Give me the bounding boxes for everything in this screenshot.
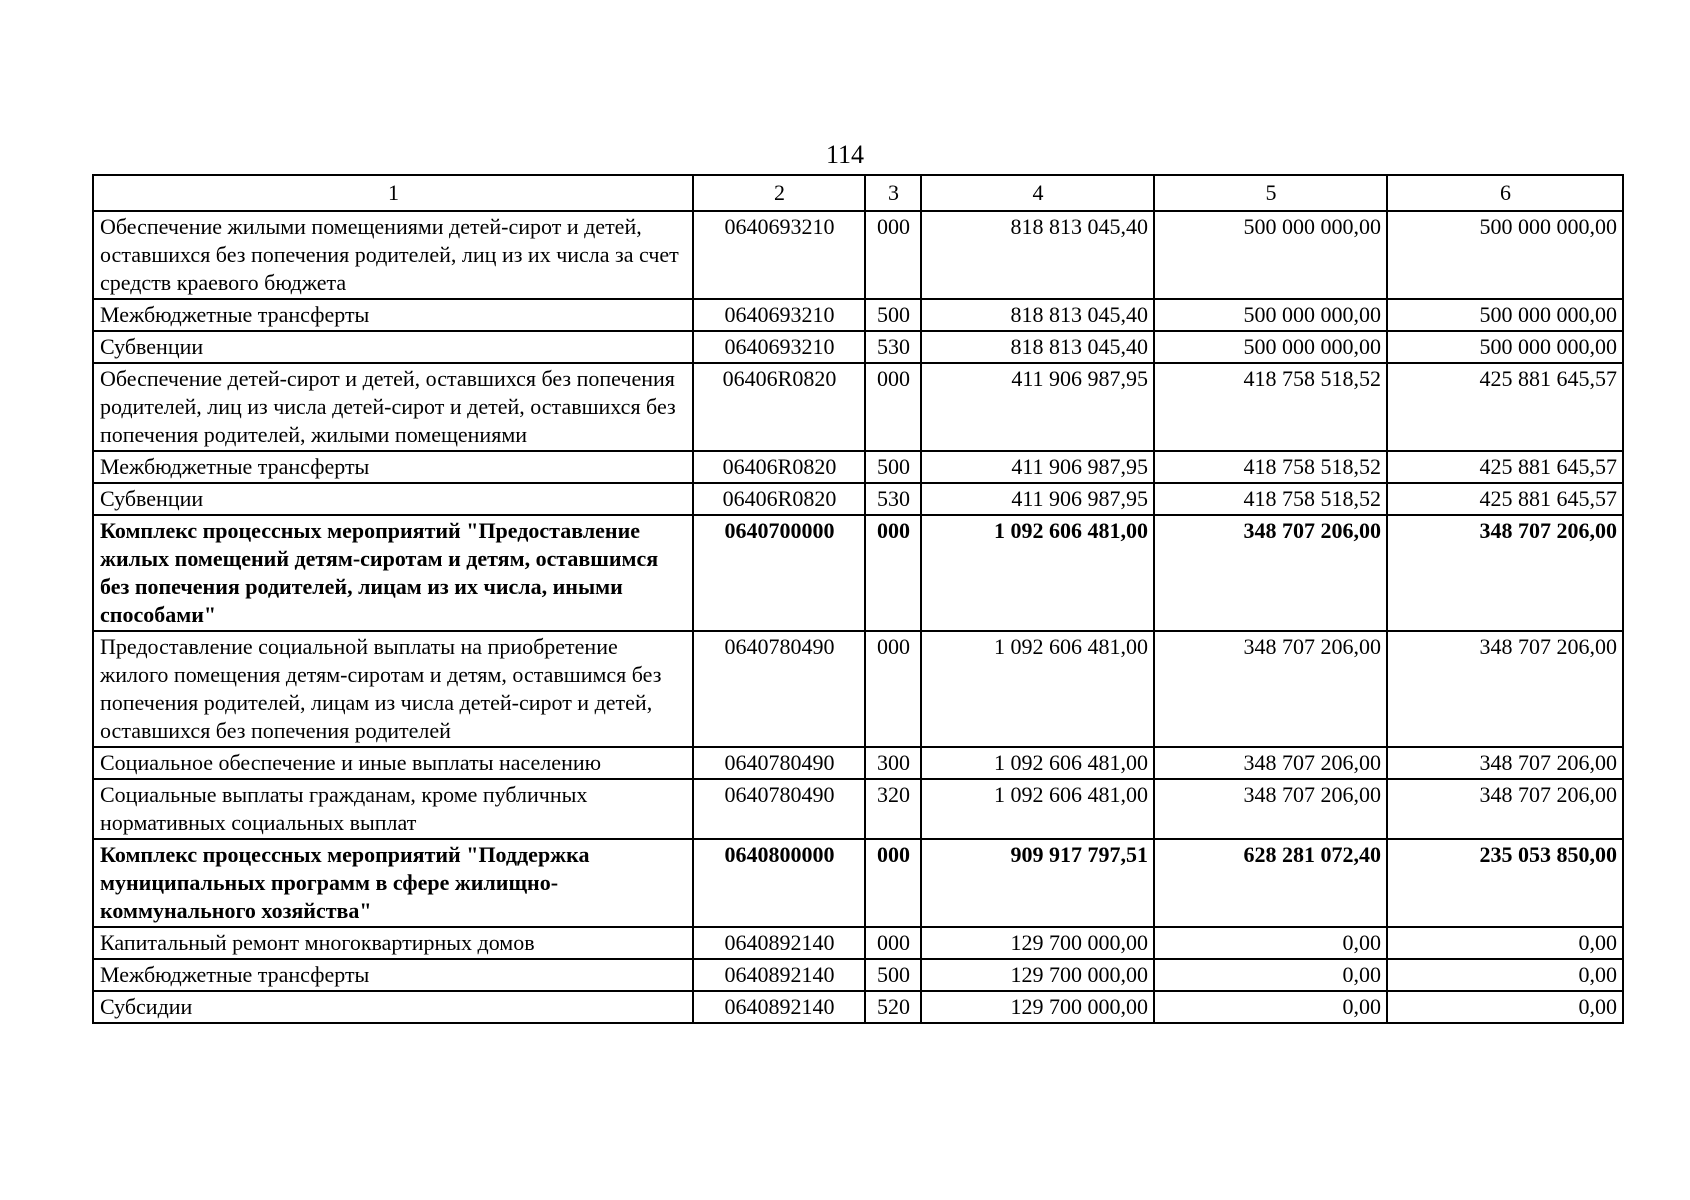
- amount-cell: 348 707 206,00: [1387, 631, 1623, 747]
- table-row: [93, 331, 1623, 363]
- budget-table: [92, 174, 1624, 1024]
- column-header: 5: [1154, 175, 1387, 211]
- amount-cell: 235 053 850,00: [1387, 839, 1623, 927]
- code-cell: 0640780490: [693, 747, 865, 779]
- table-row: [93, 483, 1623, 515]
- column-header: 4: [921, 175, 1154, 211]
- type-cell: 000: [865, 839, 921, 927]
- name-cell: Субсидии: [93, 991, 693, 1023]
- column-header: 6: [1387, 175, 1623, 211]
- type-cell: 000: [865, 515, 921, 631]
- code-cell: 0640780490: [693, 631, 865, 747]
- amount-cell: 0,00: [1387, 991, 1623, 1023]
- type-cell: 500: [865, 451, 921, 483]
- page-number: 114: [825, 140, 865, 169]
- amount-cell: 411 906 987,95: [921, 451, 1154, 483]
- code-cell: 0640693210: [693, 299, 865, 331]
- amount-cell: 411 906 987,95: [921, 363, 1154, 451]
- amount-cell: 425 881 645,57: [1387, 451, 1623, 483]
- amount-cell: 500 000 000,00: [1387, 331, 1623, 363]
- amount-cell: 0,00: [1387, 927, 1623, 959]
- amount-cell: 500 000 000,00: [1154, 211, 1387, 299]
- code-cell: 0640693210: [693, 331, 865, 363]
- code-cell: 0640892140: [693, 959, 865, 991]
- name-cell: Социальные выплаты гражданам, кроме публичных нормативных социальных выплат: [93, 779, 693, 839]
- amount-cell: 348 707 206,00: [1387, 779, 1623, 839]
- table-row: [93, 839, 1623, 927]
- amount-cell: 348 707 206,00: [1154, 779, 1387, 839]
- table-row: [93, 363, 1623, 451]
- column-header: 2: [693, 175, 865, 211]
- amount-cell: 818 813 045,40: [921, 331, 1154, 363]
- amount-cell: 348 707 206,00: [1154, 747, 1387, 779]
- name-cell: Предоставление социальной выплаты на приобретение жилого помещения детям-сиротам и детям, оставшимся без попечения родителей, лицам из числа детей-сирот и детей, оставшихся без попечения родителей: [93, 631, 693, 747]
- amount-cell: 129 700 000,00: [921, 959, 1154, 991]
- table-row: [93, 299, 1623, 331]
- amount-cell: 500 000 000,00: [1154, 331, 1387, 363]
- amount-cell: 411 906 987,95: [921, 483, 1154, 515]
- amount-cell: 500 000 000,00: [1387, 299, 1623, 331]
- amount-cell: 500 000 000,00: [1154, 299, 1387, 331]
- type-cell: 300: [865, 747, 921, 779]
- amount-cell: 418 758 518,52: [1154, 483, 1387, 515]
- type-cell: 000: [865, 211, 921, 299]
- code-cell: 06406R0820: [693, 451, 865, 483]
- table-row: [93, 959, 1623, 991]
- column-header: 3: [865, 175, 921, 211]
- amount-cell: 348 707 206,00: [1387, 515, 1623, 631]
- code-cell: 0640700000: [693, 515, 865, 631]
- type-cell: 000: [865, 927, 921, 959]
- amount-cell: 425 881 645,57: [1387, 363, 1623, 451]
- name-cell: Субвенции: [93, 331, 693, 363]
- type-cell: 000: [865, 631, 921, 747]
- table-body: [93, 211, 1623, 1023]
- code-cell: 06406R0820: [693, 363, 865, 451]
- name-cell: Комплекс процессных мероприятий "Поддержка муниципальных программ в сфере жилищно-коммунального хозяйства": [93, 839, 693, 927]
- amount-cell: 909 917 797,51: [921, 839, 1154, 927]
- amount-cell: 425 881 645,57: [1387, 483, 1623, 515]
- table-row: [93, 451, 1623, 483]
- amount-cell: 129 700 000,00: [921, 991, 1154, 1023]
- code-cell: 06406R0820: [693, 483, 865, 515]
- amount-cell: 0,00: [1154, 991, 1387, 1023]
- name-cell: Межбюджетные трансферты: [93, 451, 693, 483]
- name-cell: Капитальный ремонт многоквартирных домов: [93, 927, 693, 959]
- code-cell: 0640800000: [693, 839, 865, 927]
- amount-cell: 348 707 206,00: [1387, 747, 1623, 779]
- table-row: [93, 747, 1623, 779]
- type-cell: 500: [865, 299, 921, 331]
- amount-cell: 0,00: [1387, 959, 1623, 991]
- amount-cell: 818 813 045,40: [921, 211, 1154, 299]
- name-cell: Межбюджетные трансферты: [93, 299, 693, 331]
- amount-cell: 418 758 518,52: [1154, 451, 1387, 483]
- type-cell: 530: [865, 331, 921, 363]
- table-row: [93, 927, 1623, 959]
- table-row: [93, 991, 1623, 1023]
- table-row: [93, 631, 1623, 747]
- amount-cell: 0,00: [1154, 959, 1387, 991]
- name-cell: Обеспечение жилыми помещениями детей-сирот и детей, оставшихся без попечения родителей, лиц из их числа за счет средств краевого бюджета: [93, 211, 693, 299]
- name-cell: Межбюджетные трансферты: [93, 959, 693, 991]
- amount-cell: 628 281 072,40: [1154, 839, 1387, 927]
- code-cell: 0640892140: [693, 927, 865, 959]
- amount-cell: 818 813 045,40: [921, 299, 1154, 331]
- amount-cell: 500 000 000,00: [1387, 211, 1623, 299]
- name-cell: Субвенции: [93, 483, 693, 515]
- name-cell: Социальное обеспечение и иные выплаты населению: [93, 747, 693, 779]
- table-row: [93, 211, 1623, 299]
- type-cell: 000: [865, 363, 921, 451]
- type-cell: 320: [865, 779, 921, 839]
- amount-cell: 1 092 606 481,00: [921, 779, 1154, 839]
- code-cell: 0640693210: [693, 211, 865, 299]
- column-header: 1: [93, 175, 693, 211]
- table-row: [93, 515, 1623, 631]
- code-cell: 0640780490: [693, 779, 865, 839]
- table-row: [93, 779, 1623, 839]
- name-cell: Комплекс процессных мероприятий "Предоставление жилых помещений детям-сиротам и детям, оставшимся без попечения родителей, лицам из их числа, иными способами": [93, 515, 693, 631]
- amount-cell: 0,00: [1154, 927, 1387, 959]
- amount-cell: 348 707 206,00: [1154, 515, 1387, 631]
- amount-cell: 1 092 606 481,00: [921, 515, 1154, 631]
- name-cell: Обеспечение детей-сирот и детей, оставшихся без попечения родителей, лиц из числа детей-сирот и детей, оставшихся без попечения родителей, жилыми помещениями: [93, 363, 693, 451]
- type-cell: 530: [865, 483, 921, 515]
- amount-cell: 129 700 000,00: [921, 927, 1154, 959]
- column-number-row: [93, 175, 1623, 211]
- amount-cell: 1 092 606 481,00: [921, 747, 1154, 779]
- type-cell: 500: [865, 959, 921, 991]
- amount-cell: 418 758 518,52: [1154, 363, 1387, 451]
- type-cell: 520: [865, 991, 921, 1023]
- amount-cell: 1 092 606 481,00: [921, 631, 1154, 747]
- amount-cell: 348 707 206,00: [1154, 631, 1387, 747]
- code-cell: 0640892140: [693, 991, 865, 1023]
